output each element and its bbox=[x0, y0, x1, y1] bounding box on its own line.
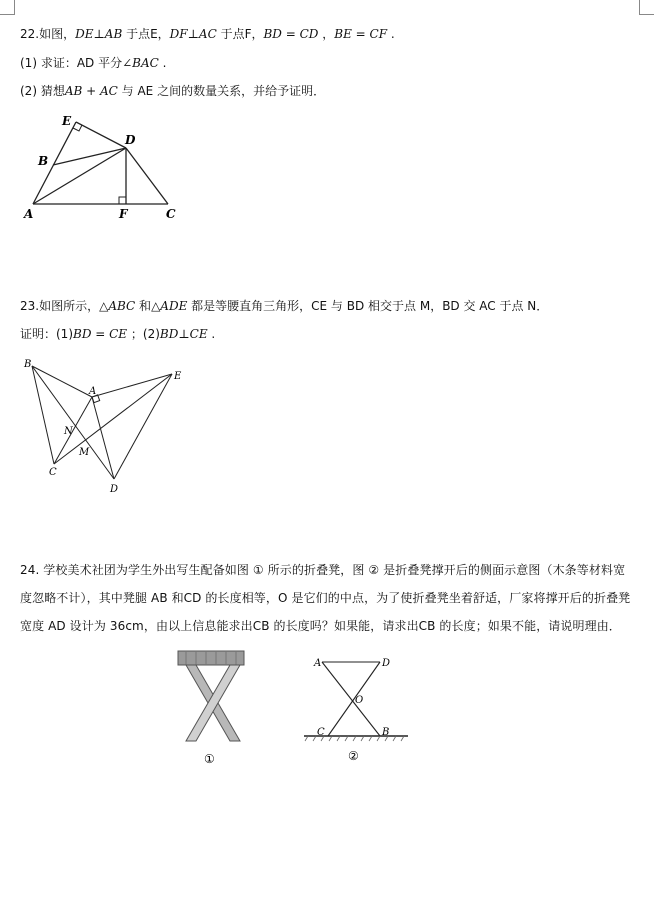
q23-label-C: C bbox=[49, 467, 57, 478]
q22-intro: 如图， bbox=[39, 27, 76, 41]
q23-and: 和 bbox=[135, 299, 152, 313]
q23-number: 23. bbox=[20, 299, 40, 313]
q23-label-E: E bbox=[174, 371, 182, 382]
q24-label-C: C bbox=[317, 727, 325, 738]
q22-sep: ， bbox=[318, 27, 335, 41]
q24-stool-photo bbox=[168, 645, 258, 770]
q22-part2-expr: AB + AC bbox=[64, 84, 118, 98]
q23-proof-2: BD⊥CE bbox=[159, 327, 208, 341]
q23-label-M: M bbox=[79, 447, 90, 458]
q24-diagram bbox=[300, 652, 412, 767]
q22-cond2: DF⊥AC bbox=[169, 27, 217, 41]
q22-right-angle-F bbox=[119, 197, 126, 204]
q23-line-AE bbox=[92, 374, 172, 397]
q24-line-2: 度忽略不计），其中凳腿 AB 和CD 的长度相等，O 是它们的中点，为了使折叠凳坐着舒适，厂家将撑开后的折叠凳 bbox=[20, 591, 631, 605]
q23-statement bbox=[20, 298, 548, 314]
q22-cond1-tail: 于点E， bbox=[122, 27, 170, 41]
q24-line-DC bbox=[328, 662, 380, 736]
q22-label-C: C bbox=[166, 207, 176, 221]
q22-cond2-tail: 于点F， bbox=[216, 27, 264, 41]
q22-end: . bbox=[387, 27, 395, 41]
q22-cond4: BE = CF bbox=[334, 27, 388, 41]
q23-figure bbox=[18, 352, 198, 497]
q24-line-3: 宽度 AD 设计为 36cm，由以上信息能求出CB 的长度吗？如果能，请求出CB 的长度；如果不能，请说明理由． bbox=[20, 619, 621, 633]
q22-part1-angle: ∠BAC bbox=[122, 56, 159, 70]
q22-label-E: E bbox=[62, 114, 72, 128]
q22-label-F: F bbox=[119, 207, 128, 221]
q24-label-B: B bbox=[382, 727, 390, 738]
q23-proof bbox=[20, 326, 215, 342]
q24-caption-2: ② bbox=[348, 749, 359, 763]
q23-label-A: A bbox=[89, 386, 97, 397]
q23-proof-prefix: 证明：(1) bbox=[20, 327, 73, 341]
q24-line-AB bbox=[322, 662, 380, 736]
q22-number: 22. bbox=[20, 27, 40, 41]
q24-line-1: 24. 学校美术社团为学生外出写生配备如图 ① 所示的折叠凳，图 ② 是折叠凳撑开后的侧面示意图（木条等材料宽 bbox=[20, 563, 626, 577]
q22-line-DC bbox=[126, 148, 168, 204]
q24-label-O: O bbox=[355, 695, 364, 706]
q22-label-A: A bbox=[24, 207, 34, 221]
q23-proof-sep: ；(2) bbox=[127, 327, 160, 341]
q22-label-B: B bbox=[38, 154, 49, 168]
q23-triangle-ade: △ADE bbox=[151, 299, 188, 313]
q22-part1-text: (1) 求证：AD 平分 bbox=[20, 56, 123, 70]
q23-label-B: B bbox=[24, 359, 32, 370]
q22-statement bbox=[20, 26, 395, 42]
q24-label-D: D bbox=[382, 658, 391, 669]
q22-label-D: D bbox=[125, 133, 136, 147]
q24-label-A: A bbox=[314, 658, 322, 669]
q23-line-AD bbox=[92, 397, 114, 479]
page-corner-mark-left bbox=[0, 0, 15, 15]
q23-label-N: N bbox=[64, 426, 73, 437]
q23-line-CE bbox=[54, 374, 172, 464]
q22-cond3: BD = CD bbox=[263, 27, 319, 41]
q22-part1-end: . bbox=[158, 56, 167, 70]
q23-line-BA bbox=[32, 366, 92, 397]
q22-part1 bbox=[20, 55, 166, 71]
q23-line-ED bbox=[114, 374, 172, 479]
q22-part2-tail: 与 AE 之间的数量关系，并给予证明． bbox=[117, 84, 326, 98]
q24-caption-1: ① bbox=[204, 752, 215, 766]
q23-intro: 如图所示， bbox=[39, 299, 100, 313]
q23-intro-tail: 都是等腰直角三角形，CE 与 BD 相交于点 M，BD 交 AC 于点 N． bbox=[187, 299, 549, 313]
q22-line-ED bbox=[76, 122, 126, 148]
q23-proof-1: BD = CE bbox=[73, 327, 128, 341]
page-corner-mark-right bbox=[639, 0, 654, 15]
q23-proof-end: . bbox=[207, 327, 216, 341]
q22-line-DB bbox=[53, 148, 126, 165]
q24-stool-seat bbox=[178, 651, 244, 665]
q22-cond1: DE⊥AB bbox=[75, 27, 123, 41]
q22-part2-text: (2) 猜想 bbox=[20, 84, 65, 98]
q23-label-D: D bbox=[110, 484, 119, 495]
q22-figure bbox=[18, 108, 198, 223]
q23-triangle-abc: △ABC bbox=[99, 299, 136, 313]
q22-part2 bbox=[20, 83, 325, 99]
